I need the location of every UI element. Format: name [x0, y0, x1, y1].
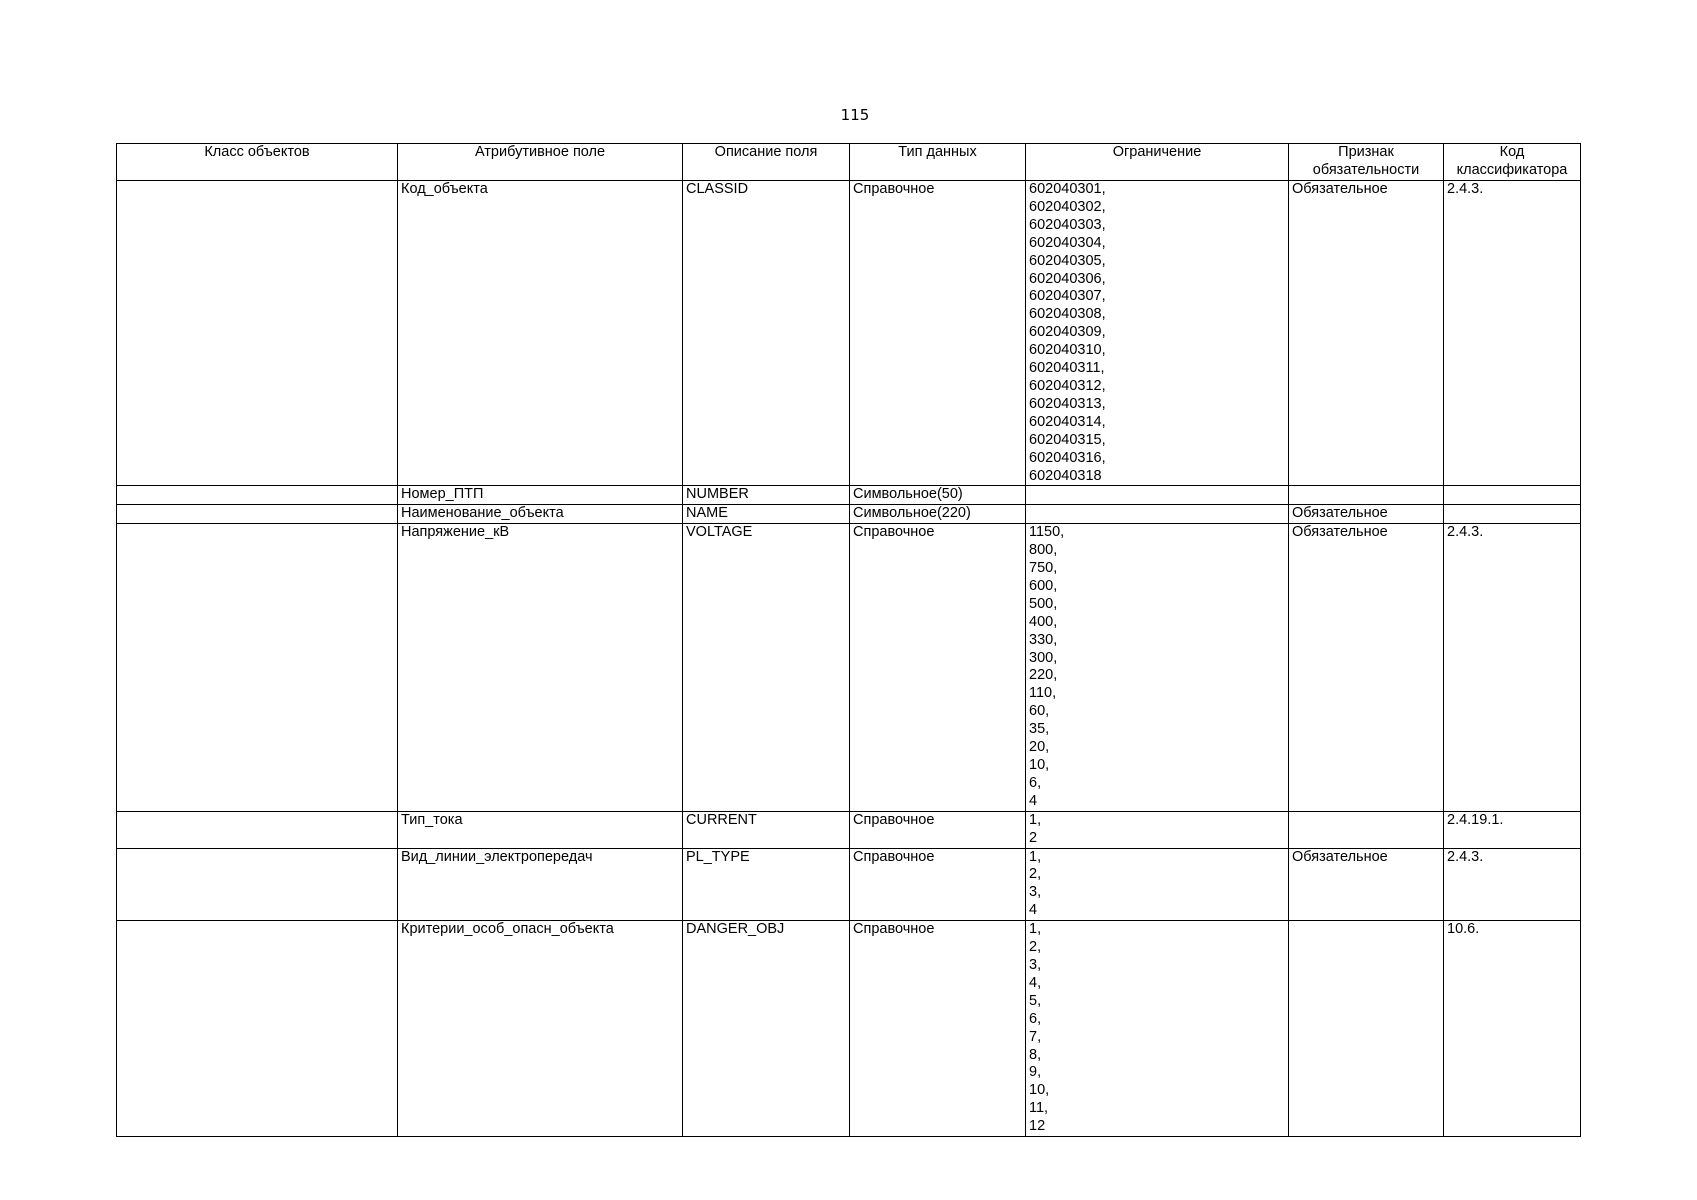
- constraint-value: 602040311,: [1029, 360, 1105, 377]
- constraint-value: 3,: [1029, 884, 1042, 901]
- required-flag-cell: Обязательное: [1289, 848, 1444, 921]
- constraint-value: 750,: [1029, 560, 1058, 577]
- required-flag-cell: [1289, 811, 1444, 848]
- table-row: [117, 505, 1581, 524]
- classifier-code-cell: 2.4.3.: [1444, 524, 1581, 812]
- constraint-value: 602040312,: [1029, 377, 1106, 394]
- constraint-value: 7,: [1029, 1028, 1042, 1045]
- required-flag-cell: [1289, 486, 1444, 505]
- constraint-cell: [1026, 524, 1289, 812]
- data-type-cell: Справочное: [850, 848, 1026, 921]
- constraint-value: 35,: [1029, 721, 1050, 738]
- header-row: [117, 144, 1581, 181]
- object-class-cell: [117, 181, 398, 486]
- header-data-type: Тип данных: [850, 144, 1026, 181]
- attribute-field-cell: Вид_линии_электропередач: [398, 848, 683, 921]
- attribute-field-cell: Напряжение_кВ: [398, 524, 683, 812]
- constraint-value: 602040305,: [1029, 252, 1106, 269]
- constraint-cell: [1026, 811, 1289, 848]
- constraint-value: 110,: [1029, 685, 1057, 702]
- attribute-field-cell: Тип_тока: [398, 811, 683, 848]
- attribute-field-cell: Критерии_особ_опасн_объекта: [398, 921, 683, 1137]
- constraint-value: 602040304,: [1029, 234, 1106, 251]
- constraint-value: 3,: [1029, 956, 1042, 973]
- table-row: [117, 181, 1581, 486]
- field-description-cell: PL_TYPE: [683, 848, 850, 921]
- constraint-value: 600,: [1029, 577, 1058, 594]
- table-body: [117, 181, 1581, 1137]
- constraint-value: 9,: [1029, 1064, 1042, 1081]
- constraint-value: 4: [1029, 902, 1038, 919]
- constraint-value: 220,: [1029, 667, 1058, 684]
- classifier-code-cell: [1444, 505, 1581, 524]
- field-description-cell: NUMBER: [683, 486, 850, 505]
- required-flag-cell: Обязательное: [1289, 505, 1444, 524]
- field-description-cell: VOLTAGE: [683, 524, 850, 812]
- constraint-value: 330,: [1029, 631, 1058, 648]
- constraint-value: 5,: [1029, 992, 1042, 1009]
- constraint-value: 602040318: [1029, 467, 1102, 484]
- constraint-value: 6,: [1029, 1010, 1042, 1027]
- constraint-value: 20,: [1029, 739, 1050, 756]
- classifier-code-cell: 2.4.19.1.: [1444, 811, 1581, 848]
- object-class-cell: [117, 848, 398, 921]
- header-required-flag: Признак обязательности: [1289, 144, 1444, 181]
- required-flag-cell: [1289, 921, 1444, 1137]
- attribute-field-cell: Код_объекта: [398, 181, 683, 486]
- constraint-value: 602040313,: [1029, 395, 1106, 412]
- constraint-value: 8,: [1029, 1046, 1042, 1063]
- table-header: [117, 144, 1581, 181]
- classifier-code-cell: 2.4.3.: [1444, 181, 1581, 486]
- constraint-cell: [1026, 486, 1289, 505]
- constraint-value: 10,: [1029, 757, 1050, 773]
- table-row: [117, 486, 1581, 505]
- attribute-table: [116, 143, 1581, 1137]
- constraint-value: 602040315,: [1029, 431, 1106, 448]
- constraint-value: 10,: [1029, 1082, 1050, 1099]
- required-flag-cell: Обязательное: [1289, 524, 1444, 812]
- table-row: [117, 524, 1581, 812]
- required-flag-cell: Обязательное: [1289, 181, 1444, 486]
- field-description-cell: CLASSID: [683, 181, 850, 486]
- classifier-code-cell: 2.4.3.: [1444, 848, 1581, 921]
- constraint-value: 11,: [1029, 1100, 1049, 1117]
- data-type-cell: Символьное(220): [850, 505, 1026, 524]
- constraint-value: 602040308,: [1029, 306, 1106, 323]
- constraint-value: 4: [1029, 792, 1038, 809]
- constraint-cell: [1026, 181, 1289, 486]
- field-description-cell: NAME: [683, 505, 850, 524]
- constraint-value: 602040316,: [1029, 449, 1106, 466]
- data-type-cell: Справочное: [850, 811, 1026, 848]
- table-row: [117, 811, 1581, 848]
- constraint-value: 300,: [1029, 649, 1058, 666]
- constraint-value: 602040303,: [1029, 216, 1106, 233]
- header-object-class: Класс объектов: [117, 144, 398, 181]
- table-row: [117, 921, 1581, 1137]
- attribute-field-cell: Наименование_объекта: [398, 505, 683, 524]
- constraint-value: 2,: [1029, 939, 1042, 956]
- constraint-value: 2,: [1029, 866, 1042, 883]
- header-field-description: Описание поля: [683, 144, 850, 181]
- table-row: [117, 848, 1581, 921]
- constraint-value: 60,: [1029, 703, 1050, 720]
- constraint-value: 500,: [1029, 595, 1058, 612]
- field-description-cell: CURRENT: [683, 811, 850, 848]
- constraint-value: 1,: [1029, 811, 1042, 828]
- constraint-value: 602040307,: [1029, 288, 1106, 305]
- constraint-value: 602040306,: [1029, 270, 1106, 287]
- field-description-cell: DANGER_OBJ: [683, 921, 850, 1137]
- constraint-value: 1150,: [1029, 524, 1065, 541]
- data-type-cell: Символьное(50): [850, 486, 1026, 505]
- attribute-field-cell: Номер_ПТП: [398, 486, 683, 505]
- constraint-value: 602040301,: [1029, 181, 1106, 197]
- header-classifier-code: Код классификатора: [1444, 144, 1581, 181]
- object-class-cell: [117, 505, 398, 524]
- constraint-value: 1,: [1029, 921, 1042, 938]
- data-type-cell: Справочное: [850, 921, 1026, 1137]
- constraint-value: 6,: [1029, 774, 1042, 791]
- constraint-value: 602040310,: [1029, 342, 1106, 359]
- header-constraint: Ограничение: [1026, 144, 1289, 181]
- object-class-cell: [117, 524, 398, 812]
- constraint-value: 12: [1029, 1118, 1046, 1135]
- constraint-value: 602040314,: [1029, 413, 1106, 430]
- object-class-cell: [117, 811, 398, 848]
- constraint-cell: [1026, 505, 1289, 524]
- classifier-code-cell: 10.6.: [1444, 921, 1581, 1137]
- classifier-code-cell: [1444, 486, 1581, 505]
- constraint-value: 602040302,: [1029, 198, 1106, 215]
- constraint-value: 800,: [1029, 542, 1058, 559]
- constraint-value: 602040309,: [1029, 324, 1106, 341]
- constraint-value: 400,: [1029, 613, 1058, 630]
- constraint-value: 4,: [1029, 974, 1042, 991]
- constraint-cell: [1026, 921, 1289, 1137]
- constraint-cell: [1026, 848, 1289, 921]
- data-type-cell: Справочное: [850, 524, 1026, 812]
- data-type-cell: Справочное: [850, 181, 1026, 486]
- object-class-cell: [117, 921, 398, 1137]
- constraint-value: 2: [1029, 829, 1038, 846]
- page-number: 115: [840, 106, 870, 124]
- header-attribute-field: Атрибутивное поле: [398, 144, 683, 181]
- constraint-value: 1,: [1029, 848, 1042, 865]
- object-class-cell: [117, 486, 398, 505]
